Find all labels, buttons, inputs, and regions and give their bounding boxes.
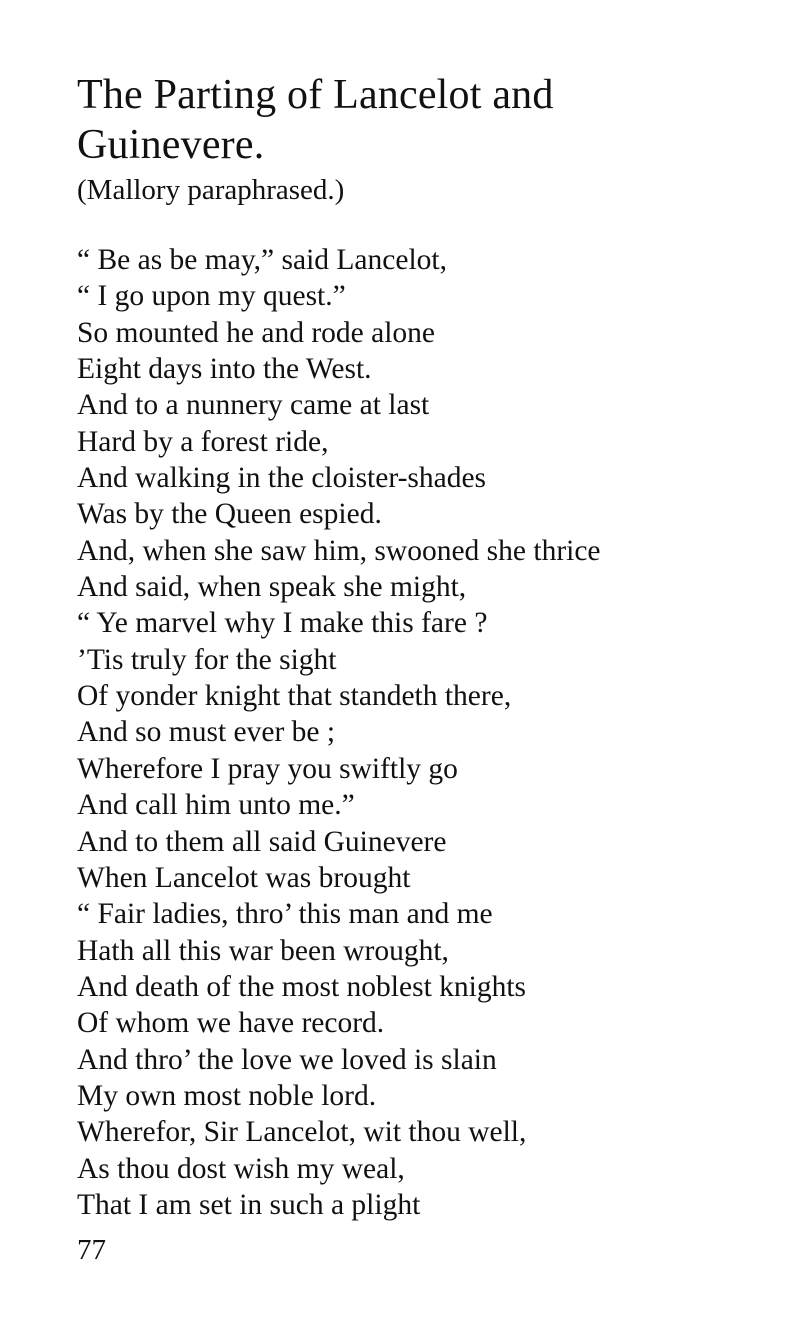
- poem-line: Of whom we have record.: [77, 1007, 385, 1040]
- poem-body: [77, 242, 777, 1223]
- poem-line: That I am set in such a plight: [77, 1188, 421, 1221]
- poem-line: When Lancelot was brought: [77, 861, 411, 894]
- poem-line: And said, when speak she might,: [77, 571, 467, 604]
- poem-line: Wherefor, Sir Lancelot, wit thou well,: [77, 1116, 527, 1149]
- poem-line: Eight days into the West.: [77, 353, 372, 386]
- poem-line: And call him unto me.”: [77, 789, 355, 822]
- poem-title-line-1: The Parting of Lancelot and: [77, 72, 554, 118]
- page-content: [77, 70, 777, 1223]
- poem-subtitle: (Mallory paraphrased.): [77, 174, 345, 206]
- poem-line: And, when she saw him, swooned she thrice: [77, 534, 601, 567]
- poem-line: “ I go upon my quest.”: [77, 280, 346, 313]
- poem-title-line-2: Guinevere.: [77, 122, 265, 168]
- poem-title: [77, 70, 777, 170]
- poem-line: As thou dost wish my weal,: [77, 1152, 405, 1185]
- poem-line: So mounted he and rode alone: [77, 316, 436, 349]
- poem-line: Of yonder knight that standeth there,: [77, 680, 512, 713]
- poem-line: And to a nunnery came at last: [77, 389, 430, 422]
- page-number: 77: [77, 1234, 106, 1266]
- poem-line: Wherefore I pray you swiftly go: [77, 752, 458, 785]
- poem-line: “ Ye marvel why I make this fare ?: [77, 607, 488, 640]
- poem-line: Hard by a forest ride,: [77, 425, 329, 458]
- poem-line: “ Be as be may,” said Lancelot,: [77, 244, 447, 276]
- poem-line: “ Fair ladies, thro’ this man and me: [77, 898, 493, 931]
- poem-line: And death of the most noblest knights: [77, 970, 527, 1003]
- poem-line: My own most noble lord.: [77, 1079, 377, 1112]
- poem-line: ’Tis truly for the sight: [77, 643, 337, 676]
- poem-line: Was by the Queen espied.: [77, 498, 382, 531]
- poem-line: Hath all this war been wrought,: [77, 934, 449, 967]
- poem-line: And thro’ the love we loved is slain: [77, 1043, 497, 1076]
- poem-line: And walking in the cloister-shades: [77, 462, 487, 495]
- poem-line: And so must ever be ;: [77, 716, 336, 749]
- poem-line: And to them all said Guinevere: [77, 825, 447, 858]
